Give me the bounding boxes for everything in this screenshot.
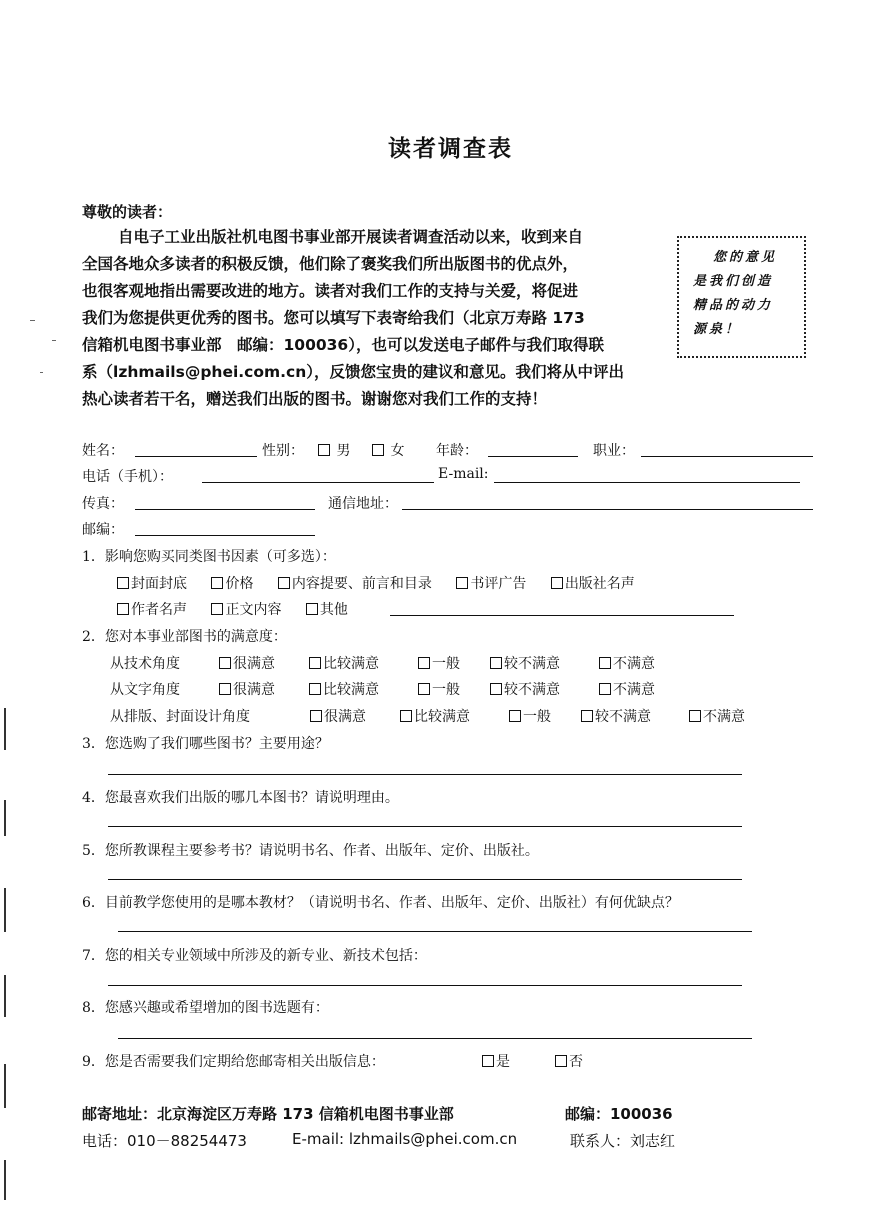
fax-field[interactable] <box>135 509 315 510</box>
email-label: E-mail: <box>438 466 489 482</box>
intro-line: 信箱机电图书事业部 邮编：100036），也可以发送电子邮件与我们取得联 <box>82 336 604 354</box>
checkbox-icon <box>309 657 321 669</box>
scan-mark <box>4 708 6 750</box>
q2-option[interactable]: 较不满意 <box>490 679 560 699</box>
q4-answer-field[interactable] <box>108 826 742 827</box>
male-label: 男 <box>336 443 351 459</box>
name-field[interactable] <box>135 456 257 457</box>
checkbox-icon <box>418 683 430 695</box>
zip-label: 邮编： <box>82 522 124 538</box>
q2-option[interactable]: 比较满意 <box>309 653 379 673</box>
motto-line: 精品的动力 <box>693 298 774 313</box>
q2-option[interactable]: 比较满意 <box>400 706 470 726</box>
checkbox-icon <box>278 577 290 589</box>
checkbox-icon <box>689 710 701 722</box>
checkbox-icon <box>117 577 129 589</box>
checkbox-icon <box>599 657 611 669</box>
q2-row-label: 从文字角度 <box>110 682 180 698</box>
q2-row-label: 从排版、封面设计角度 <box>110 709 250 725</box>
intro-line: 全国各地众多读者的积极反馈，他们除了褒奖我们所出版图书的优点外， <box>82 255 579 273</box>
intro-line: 系（lzhmails@phei.com.cn），反馈您宝贵的建议和意见。我们将从中评出 <box>82 363 625 381</box>
q2-option[interactable]: 一般 <box>509 706 551 726</box>
fax-label: 传真： <box>82 496 124 512</box>
name-label: 姓名： <box>82 443 124 459</box>
q8-text: 8．您感兴趣或希望增加的图书选题有： <box>82 1000 329 1016</box>
q2-option[interactable]: 一般 <box>418 679 460 699</box>
q8-answer-field[interactable] <box>118 1038 752 1039</box>
q1-option[interactable]: 封面封底 <box>117 573 187 593</box>
q7-answer-field[interactable] <box>108 985 742 986</box>
q6-answer-field[interactable] <box>118 931 752 932</box>
q6-text: 6．目前教学您使用的是哪本教材？（请说明书名、作者、出版年、定价、出版社）有何优缺点？ <box>82 895 679 911</box>
q1-row1 <box>117 573 655 593</box>
checkbox-icon <box>309 683 321 695</box>
scan-mark <box>4 1160 6 1200</box>
checkbox-icon <box>482 1055 494 1067</box>
intro-line: 我们为您提供更优秀的图书。您可以填写下表寄给我们（北京万寿路 173 <box>82 309 585 327</box>
motto-box <box>677 236 806 358</box>
age-field[interactable] <box>488 456 578 457</box>
checkbox-icon <box>490 683 502 695</box>
q2-option[interactable]: 很满意 <box>219 653 275 673</box>
mail-address: 邮寄地址：北京海淀区万寿路 173 信箱机电图书事业部 <box>82 1105 454 1123</box>
q9-yes-option[interactable]: 是 <box>482 1051 510 1071</box>
intro-paragraph <box>82 224 624 413</box>
q1-option[interactable]: 内容提要、前言和目录 <box>278 573 432 593</box>
female-label: 女 <box>390 443 405 459</box>
intro-line: 也很客观地指出需要改进的地方。读者对我们工作的支持与关爱，将促进 <box>82 282 579 300</box>
q2-option[interactable]: 很满意 <box>310 706 366 726</box>
page-title: 读者调查表 <box>388 136 513 162</box>
scan-speck <box>40 372 43 373</box>
q2-option[interactable]: 不满意 <box>689 706 745 726</box>
q2-option[interactable]: 不满意 <box>599 653 655 673</box>
motto-line: 您的意见 <box>713 250 778 265</box>
q1-option[interactable]: 其他 <box>306 599 348 619</box>
checkbox-icon <box>306 603 318 615</box>
q2-option[interactable]: 不满意 <box>599 679 655 699</box>
email-field[interactable] <box>494 482 800 483</box>
scan-mark <box>4 975 6 1017</box>
q1-option[interactable]: 作者名声 <box>117 599 187 619</box>
checkbox-icon <box>372 444 384 456</box>
q2-option[interactable]: 一般 <box>418 653 460 673</box>
checkbox-icon <box>490 657 502 669</box>
q1-option[interactable]: 出版社名声 <box>551 573 635 593</box>
gender-label: 性别： <box>262 443 304 459</box>
checkbox-icon <box>219 657 231 669</box>
scan-mark <box>4 800 6 836</box>
job-field[interactable] <box>641 456 813 457</box>
scan-mark <box>4 888 6 932</box>
gender-male-option[interactable] <box>318 440 350 460</box>
motto-line: 是我们创造 <box>693 274 774 289</box>
checkbox-icon <box>509 710 521 722</box>
checkbox-icon <box>581 710 593 722</box>
checkbox-icon <box>310 710 322 722</box>
footer-zip: 邮编：100036 <box>565 1105 673 1123</box>
q2-row-label: 从技术角度 <box>110 656 180 672</box>
footer-email: E-mail: lzhmails@phei.com.cn <box>292 1130 518 1148</box>
q1-text: 1．影响您购买同类图书因素（可多选）： <box>82 549 336 565</box>
zip-field[interactable] <box>135 535 315 536</box>
q3-text: 3．您选购了我们哪些图书？主要用途？ <box>82 736 329 752</box>
q1-row2 <box>117 599 348 619</box>
checkbox-icon <box>551 577 563 589</box>
q9-no-option[interactable]: 否 <box>555 1051 583 1071</box>
scan-speck <box>30 320 35 321</box>
intro-line: 热心读者若干名，赠送我们出版的图书。谢谢您对我们工作的支持！ <box>82 390 548 408</box>
q5-answer-field[interactable] <box>108 879 742 880</box>
q9-text: 9．您是否需要我们定期给您邮寄相关出版信息： <box>82 1054 385 1070</box>
checkbox-icon <box>211 577 223 589</box>
q2-text: 2．您对本事业部图书的满意度： <box>82 629 287 645</box>
footer-phone: 电话：010－88254473 <box>82 1132 247 1150</box>
q5-text: 5．您所教课程主要参考书？请说明书名、作者、出版年、定价、出版社。 <box>82 843 539 859</box>
address-label: 通信地址： <box>328 496 398 512</box>
q3-answer-field[interactable] <box>108 774 742 775</box>
q1-other-field[interactable] <box>390 615 734 616</box>
age-label: 年龄： <box>436 443 478 459</box>
q1-option[interactable]: 书评广告 <box>456 573 526 593</box>
checkbox-icon <box>318 444 330 456</box>
q1-option[interactable]: 价格 <box>211 573 253 593</box>
scan-speck <box>52 340 56 341</box>
checkbox-icon <box>555 1055 567 1067</box>
phone-label: 电话（手机）： <box>82 469 173 485</box>
q4-text: 4．您最喜欢我们出版的哪几本图书？请说明理由。 <box>82 790 399 806</box>
scan-mark <box>4 1064 6 1108</box>
checkbox-icon <box>400 710 412 722</box>
checkbox-icon <box>456 577 468 589</box>
q2-option[interactable]: 很满意 <box>219 679 275 699</box>
q7-text: 7．您的相关专业领域中所涉及的新专业、新技术包括： <box>82 948 427 964</box>
motto-line: 源泉！ <box>693 322 742 337</box>
intro-line: 自电子工业出版社机电图书事业部开展读者调查活动以来，收到来自 <box>118 228 584 246</box>
footer-contact: 联系人：刘志红 <box>570 1132 676 1150</box>
greeting: 尊敬的读者： <box>82 203 173 221</box>
q2-option[interactable]: 比较满意 <box>309 679 379 699</box>
gender-female-option[interactable] <box>372 440 404 460</box>
address-field[interactable] <box>402 509 813 510</box>
checkbox-icon <box>599 683 611 695</box>
checkbox-icon <box>219 683 231 695</box>
checkbox-icon <box>211 603 223 615</box>
q1-option[interactable]: 正文内容 <box>211 599 281 619</box>
phone-field[interactable] <box>202 482 434 483</box>
q2-option[interactable]: 较不满意 <box>581 706 651 726</box>
q2-option[interactable]: 较不满意 <box>490 653 560 673</box>
checkbox-icon <box>117 603 129 615</box>
checkbox-icon <box>418 657 430 669</box>
job-label: 职业： <box>593 443 635 459</box>
